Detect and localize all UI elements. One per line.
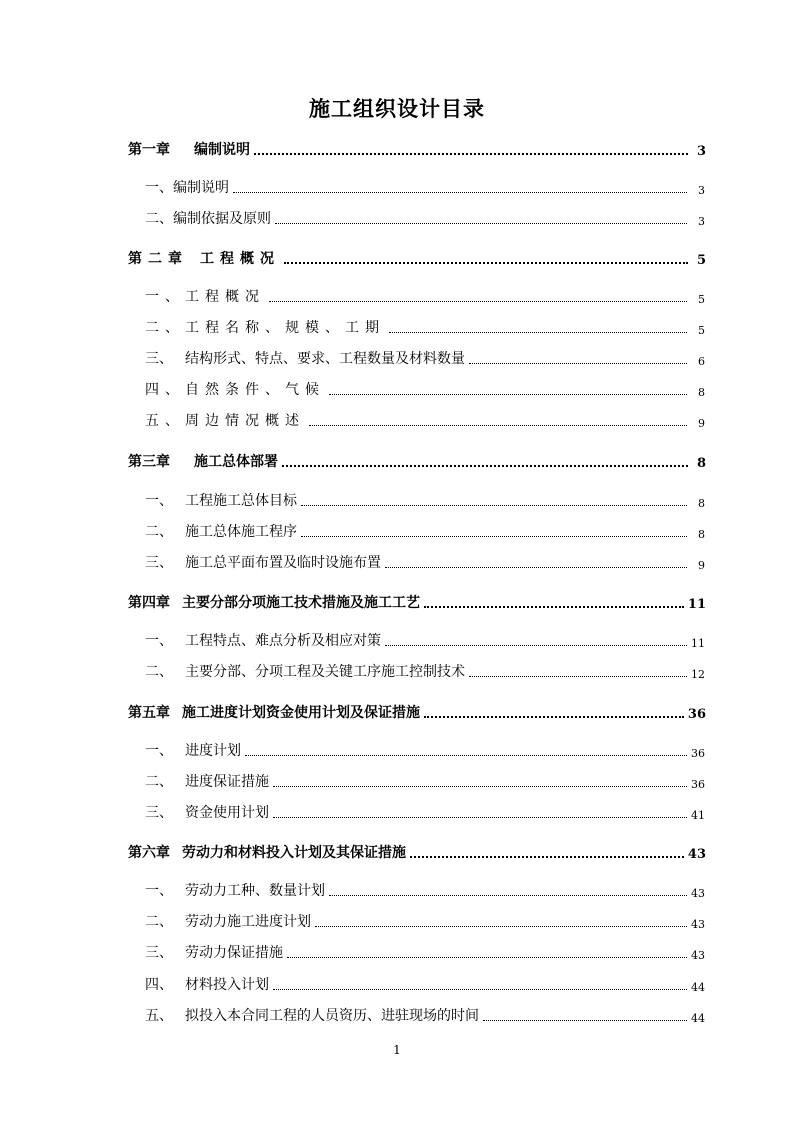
chapter-number: 第六章: [128, 845, 170, 861]
toc-section: [145, 177, 705, 197]
leader-dots: [309, 424, 687, 426]
toc-section: [145, 410, 705, 430]
section-title: 拟投入本合同工程的人员资历、进驻现场的时间: [185, 1008, 479, 1024]
section-title: 自然条件、气候: [185, 382, 325, 398]
page-ref: 8: [698, 386, 705, 399]
toc-chapter-6: [128, 842, 706, 862]
chapter-number: 第一章: [128, 142, 170, 158]
toc-section: [145, 1005, 705, 1025]
section-number: 三、: [145, 351, 173, 367]
leader-dots: [273, 816, 687, 818]
page-ref: 36: [691, 778, 705, 791]
section-number: 三、: [145, 945, 173, 961]
toc-section: [145, 208, 705, 228]
leader-dots: [273, 785, 687, 787]
page-ref: 44: [691, 981, 705, 994]
section-number: 三、: [145, 805, 173, 821]
chapter-title: 施工进度计划资金使用计划及保证措施: [182, 705, 420, 721]
toc-chapter-5: [128, 702, 706, 722]
page-ref: 8: [696, 456, 706, 471]
section-number: 二、: [145, 320, 185, 336]
section-title: 编制依据及原则: [173, 211, 271, 227]
page-ref: 9: [698, 559, 705, 572]
leader-dots: [284, 261, 688, 264]
leader-dots: [469, 362, 687, 364]
chapter-number: 第三章: [128, 454, 170, 470]
page-ref: 5: [698, 324, 705, 337]
leader-dots: [245, 754, 687, 756]
chapter-number: 第二章: [128, 251, 188, 267]
chapter-title: 主要分部分项施工技术措施及施工工艺: [182, 595, 420, 611]
leader-dots: [410, 855, 684, 858]
section-title: 工程概况: [185, 289, 265, 305]
toc-section: [145, 740, 705, 760]
leader-dots: [275, 222, 687, 224]
page-ref: 9: [698, 417, 705, 430]
section-number: 二、: [145, 914, 173, 930]
leader-dots: [301, 535, 687, 537]
section-title: 资金使用计划: [185, 805, 269, 821]
toc-section: [145, 490, 705, 510]
leader-dots: [329, 894, 687, 896]
leader-dots: [424, 715, 684, 718]
section-title: 编制说明: [173, 180, 229, 196]
chapter-number: 第四章: [128, 595, 170, 611]
toc-section: [145, 348, 705, 368]
section-number: 五、: [145, 413, 185, 429]
section-title: 施工总平面布置及临时设施布置: [185, 555, 381, 571]
leader-dots: [329, 393, 687, 395]
section-number: 二、: [145, 774, 173, 790]
section-number: 一、: [145, 493, 173, 509]
section-title: 进度保证措施: [185, 774, 269, 790]
toc-section: [145, 802, 705, 822]
page-ref: 36: [691, 747, 705, 760]
toc-section: [145, 379, 705, 399]
section-title: 劳动力工种、数量计划: [185, 883, 325, 899]
toc-section: [145, 974, 705, 994]
page-ref: 8: [698, 528, 705, 541]
section-number: 四、: [145, 382, 185, 398]
page-ref: 11: [687, 597, 706, 612]
section-number: 二、: [145, 211, 173, 227]
leader-dots: [287, 956, 687, 958]
leader-dots: [301, 504, 687, 506]
page-ref: 43: [687, 847, 706, 862]
page-ref: 41: [691, 809, 705, 822]
page-ref: 12: [691, 668, 705, 681]
page-ref: 3: [696, 144, 706, 159]
toc-section: [145, 521, 705, 541]
leader-dots: [315, 925, 687, 927]
leader-dots: [385, 566, 687, 568]
section-title: 施工总体施工程序: [185, 524, 297, 540]
leader-dots: [254, 152, 688, 155]
toc-section: [145, 286, 705, 306]
section-number: 二、: [145, 664, 173, 680]
section-number: 一、: [145, 289, 185, 305]
leader-dots: [389, 331, 687, 333]
page-ref: 6: [698, 355, 705, 368]
section-number: 四、: [145, 977, 173, 993]
leader-dots: [282, 464, 688, 467]
section-number: 一、: [145, 743, 173, 759]
toc-chapter-1: [128, 139, 706, 159]
toc-section: [145, 771, 705, 791]
leader-dots: [469, 675, 687, 677]
section-number: 一、: [145, 633, 173, 649]
section-title: 工程施工总体目标: [185, 493, 297, 509]
toc-section: [145, 630, 705, 650]
document-title: 施工组织设计目录: [309, 96, 485, 121]
section-title: 工程名称、规模、工期: [185, 320, 385, 336]
section-title: 材料投入计划: [185, 977, 269, 993]
page-ref: 36: [687, 707, 706, 722]
section-number: 三、: [145, 555, 173, 571]
page-ref: 5: [698, 293, 705, 306]
section-title: 劳动力保证措施: [185, 945, 283, 961]
section-title: 工程特点、难点分析及相应对策: [185, 633, 381, 649]
leader-dots: [385, 644, 687, 646]
section-number: 五、: [145, 1008, 173, 1024]
page-ref: 43: [691, 949, 705, 962]
section-title: 主要分部、分项工程及关键工序施工控制技术: [185, 664, 465, 680]
section-title: 周边情况概述: [185, 413, 305, 429]
page-ref: 8: [698, 497, 705, 510]
toc-chapter-2: [128, 248, 706, 268]
toc-section: [145, 880, 705, 900]
page-number: 1: [393, 1043, 401, 1057]
section-title: 进度计划: [185, 743, 241, 759]
leader-dots: [424, 605, 684, 608]
toc-chapter-4: [128, 592, 706, 612]
toc-section: [145, 911, 705, 931]
page-ref: 43: [691, 918, 705, 931]
page-ref: 11: [691, 637, 705, 650]
page-ref: 43: [691, 887, 705, 900]
leader-dots: [273, 988, 687, 990]
toc-section: [145, 317, 705, 337]
chapter-title: 劳动力和材料投入计划及其保证措施: [182, 845, 406, 861]
section-title: 结构形式、特点、要求、工程数量及材料数量: [185, 351, 465, 367]
chapter-number: 第五章: [128, 705, 170, 721]
leader-dots: [483, 1019, 687, 1021]
page-ref: 44: [691, 1012, 705, 1025]
toc-chapter-3: [128, 451, 706, 471]
section-number: 一、: [145, 180, 173, 196]
section-number: 一、: [145, 883, 173, 899]
toc-section: [145, 942, 705, 962]
toc-section: [145, 552, 705, 572]
toc-section: [145, 661, 705, 681]
chapter-title: 编制说明: [194, 142, 250, 158]
leader-dots: [233, 191, 687, 193]
section-title: 劳动力施工进度计划: [185, 914, 311, 930]
leader-dots: [269, 300, 687, 302]
page-ref: 3: [698, 215, 705, 228]
chapter-title: 工程概况: [200, 251, 280, 267]
chapter-title: 施工总体部署: [194, 454, 278, 470]
page-ref: 5: [696, 253, 706, 268]
section-number: 二、: [145, 524, 173, 540]
page-ref: 3: [698, 184, 705, 197]
